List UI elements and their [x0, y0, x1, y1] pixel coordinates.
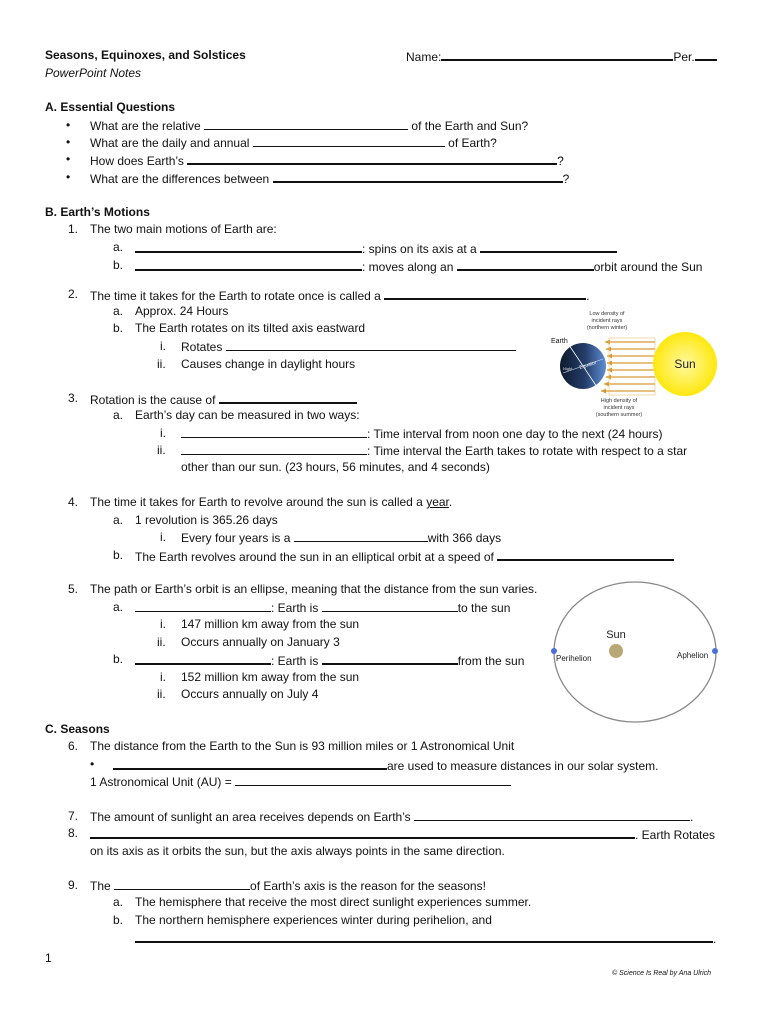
answer-blank[interactable]: [480, 240, 617, 253]
item-roman: i.: [160, 339, 166, 353]
item-letter: a.: [113, 895, 124, 909]
question-text: How does Earth’s: [90, 154, 184, 168]
item-6-bullet: are used to measure distances in our solar system.: [113, 757, 658, 774]
item-8-cont: on its axis as it orbits the sun, but the axis always points in the same direction.: [90, 844, 505, 858]
item-5-text: The path or Earth’s orbit is an ellipse, meaning that the distance from the sun varies.: [90, 582, 538, 596]
item-9a: The hemisphere that receive the most direct sunlight experiences summer.: [135, 895, 532, 909]
page-title: Seasons, Equinoxes, and Solstices: [45, 48, 246, 62]
per-label: Per.: [673, 50, 695, 64]
answer-blank[interactable]: [90, 826, 635, 839]
equator-label: Equator: [578, 359, 598, 371]
answer-blank[interactable]: [497, 548, 674, 561]
answer-blank[interactable]: [322, 652, 458, 665]
answer-blank[interactable]: [114, 878, 250, 890]
item-number: 4.: [68, 495, 79, 509]
aphelion-label: Aphelion: [677, 651, 709, 660]
section-c-heading: C. Seasons: [45, 722, 110, 736]
item-4b: The Earth revolves around the sun in an elliptical orbit at a speed of: [135, 548, 674, 565]
earth-label: Earth: [551, 338, 568, 345]
question-text: ?: [557, 154, 564, 168]
section-a-heading: A. Essential Questions: [45, 100, 176, 114]
answer-blank[interactable]: [113, 757, 387, 770]
sun-icon: [609, 644, 623, 658]
question-1: [90, 118, 528, 134]
bullet: •: [66, 152, 71, 166]
bottom-note-line: High density of: [600, 398, 638, 404]
question-4: [90, 170, 569, 187]
answer-blank[interactable]: [226, 339, 516, 351]
top-note-line: Low density of: [589, 311, 625, 317]
page-subtitle: PowerPoint Notes: [45, 66, 142, 80]
answer-blank[interactable]: [187, 152, 557, 165]
item-2b: The Earth rotates on its tilted axis eastward: [135, 321, 366, 335]
bottom-note-line: incident rays: [603, 405, 635, 411]
item-6-text: The distance from the Earth to the Sun is 93 million miles or 1 Astronomical Unit: [90, 739, 515, 753]
bullet: •: [90, 757, 95, 771]
orbit-sun-label: Sun: [606, 629, 626, 641]
bullet: •: [66, 135, 71, 149]
item-9b-line: .: [135, 930, 716, 947]
question-text: What are the daily and annual: [90, 136, 250, 150]
answer-blank[interactable]: [135, 258, 362, 271]
bullet: •: [66, 118, 71, 132]
question-text: What are the relative: [90, 119, 201, 133]
question-text: What are the differences between: [90, 172, 270, 186]
item-3a-ii-cont: other than our sun. (23 hours, 56 minutes, and 4 seconds): [181, 460, 490, 474]
name-blank[interactable]: [441, 48, 673, 61]
question-text: ?: [562, 172, 570, 186]
name-field-row: [406, 48, 717, 65]
item-roman: ii.: [157, 687, 166, 701]
question-text: of Earth?: [448, 136, 497, 150]
orbit-diagram: [548, 580, 723, 730]
item-number: 5.: [68, 582, 79, 596]
answer-blank[interactable]: [135, 600, 271, 612]
item-5a-ii: Occurs annually on January 3: [181, 635, 340, 649]
item-1a: : spins on its axis at a: [135, 240, 617, 257]
item-3a: Earth’s day can be measured in two ways:: [135, 408, 360, 422]
item-2-text: The time it takes for the Earth to rotate once is called a .: [90, 289, 590, 303]
name-label: Name:: [406, 50, 442, 64]
item-7-text: The amount of sunlight an area receives depends on Earth’s .: [90, 810, 694, 824]
item-4a-i: Every four years is a with 366 days: [181, 531, 502, 545]
answer-blank[interactable]: [204, 118, 408, 130]
item-roman: i.: [160, 617, 166, 631]
item-number: 1.: [68, 222, 79, 236]
item-roman: ii.: [157, 635, 166, 649]
item-roman: ii.: [157, 443, 166, 457]
item-roman: i.: [160, 670, 166, 684]
item-5b: : Earth is from the sun: [135, 652, 524, 669]
item-5b-i: 152 million km away from the sun: [181, 670, 360, 684]
item-5a: : Earth is to the sun: [135, 600, 510, 616]
item-1b: : moves along an orbit around the Sun: [135, 258, 702, 275]
item-5b-ii: Occurs annually on July 4: [181, 687, 319, 701]
item-letter: b.: [113, 321, 124, 335]
answer-blank[interactable]: [253, 135, 445, 147]
item-letter: b.: [113, 258, 124, 272]
item-number: 3.: [68, 391, 79, 405]
item-letter: b.: [113, 652, 124, 666]
answer-blank[interactable]: [322, 600, 458, 612]
item-3a-i: : Time interval from noon one day to the next (24 hours): [181, 426, 663, 442]
item-4a: 1 revolution is 365.26 days: [135, 513, 278, 527]
answer-blank[interactable]: [414, 809, 690, 821]
item-2b-ii: Causes change in daylight hours: [181, 357, 356, 371]
answer-blank[interactable]: [135, 930, 713, 943]
item-number: 6.: [68, 739, 79, 753]
sun-earth-diagram: [545, 306, 720, 422]
answer-blank[interactable]: [384, 287, 586, 300]
item-letter: a.: [113, 240, 124, 254]
item-letter: a.: [113, 600, 124, 614]
question-3: [90, 152, 564, 169]
item-9-text: The of Earth’s axis is the reason for the seasons!: [90, 879, 486, 893]
item-4-text: The time it takes for Earth to revolve around the sun is called a year.: [90, 495, 453, 509]
item-roman: ii.: [157, 357, 166, 371]
answer-blank[interactable]: [219, 391, 357, 404]
aphelion-point: [712, 648, 718, 654]
item-5a-i: 147 million km away from the sun: [181, 617, 360, 631]
item-2b-i: Rotates: [181, 339, 516, 355]
page-number: 1: [45, 951, 52, 965]
item-3a-ii: : Time interval the Earth takes to rotate with respect to a star: [181, 443, 687, 459]
item-roman: i.: [160, 426, 166, 440]
question-2: [90, 135, 497, 151]
night-label: Night: [563, 366, 573, 371]
answer-blank[interactable]: [181, 426, 367, 438]
item-letter: a.: [113, 304, 124, 318]
item-9b: The northern hemisphere experiences winter during perihelion, and: [135, 913, 492, 927]
item-2a: Approx. 24 Hours: [135, 304, 229, 318]
answer-blank[interactable]: [294, 530, 428, 542]
item-1-text: The two main motions of Earth are:: [90, 222, 277, 236]
item-6-au: 1 Astronomical Unit (AU) =: [90, 774, 511, 790]
answer-blank[interactable]: [457, 258, 594, 271]
item-number: 7.: [68, 809, 79, 823]
item-3-text: Rotation is the cause of: [90, 391, 357, 408]
underlined-term: year: [426, 495, 449, 509]
answer-blank[interactable]: [235, 774, 511, 786]
section-b-heading: B. Earth’s Motions: [45, 205, 150, 219]
item-number: 8.: [68, 826, 79, 840]
item-letter: b.: [113, 548, 124, 562]
top-note-line: incident rays: [591, 318, 623, 324]
item-number: 9.: [68, 878, 79, 892]
bottom-note-line: (southern summer): [595, 412, 643, 418]
bullet: •: [66, 170, 71, 184]
item-number: 2.: [68, 287, 79, 301]
item-letter: b.: [113, 913, 124, 927]
answer-blank[interactable]: [273, 170, 563, 183]
copyright-credit: © Science Is Real by Ana Ulrich: [612, 970, 712, 977]
item-8-text: . Earth Rotates: [90, 826, 715, 843]
item-roman: i.: [160, 530, 166, 544]
item-letter: a.: [113, 513, 124, 527]
period-blank[interactable]: [695, 48, 717, 61]
question-text: of the Earth and Sun?: [411, 119, 529, 133]
top-note-line: (northern winter): [586, 325, 628, 331]
item-letter: a.: [113, 408, 124, 422]
answer-blank[interactable]: [135, 652, 271, 665]
answer-blank[interactable]: [181, 443, 367, 455]
perihelion-label: Perihelion: [556, 654, 592, 663]
sun-label: Sun: [674, 357, 696, 371]
answer-blank[interactable]: [135, 240, 362, 253]
